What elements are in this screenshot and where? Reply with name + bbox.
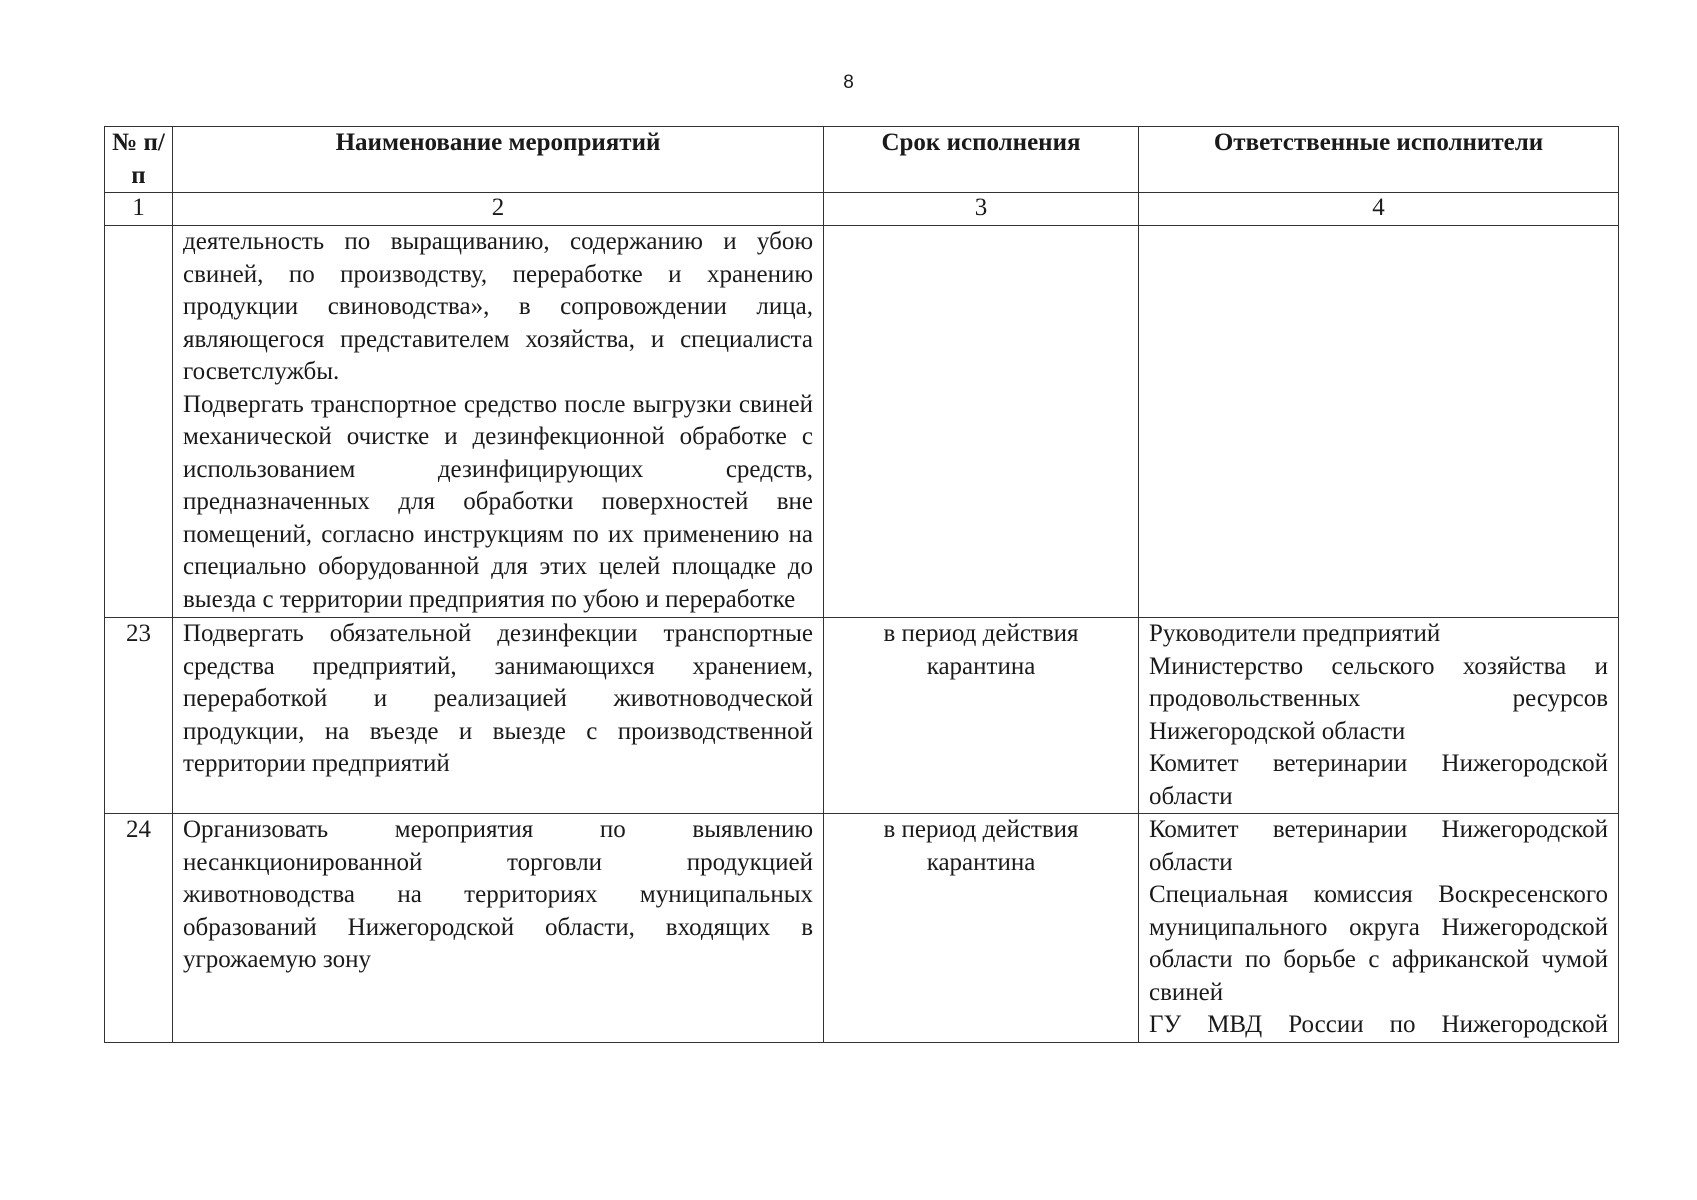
measure-paragraph: Организовать мероприятия по выявлению несанкционированной торговли продукцией животноводства на территориях муниципальных образований Нижегородской области, входящих в угрожаемую зону [183, 816, 813, 973]
column-index: 2 [173, 193, 824, 226]
table-row [105, 226, 1619, 618]
term-cell: в период действия карантина [824, 618, 1139, 814]
responsible-entry: Специальная комиссия Воскресенского муниципального округа Нижегородской области по борьбе с африканской чумой свиней [1149, 881, 1608, 1006]
measure-paragraph: Подвергать обязательной дезинфекции транспортные средства предприятий, занимающихся хранением, переработкой и реализацией животноводческой продукции, на въезде и выезде с производственной территории предприятий [183, 620, 813, 777]
page-number: 8 [843, 72, 854, 93]
table-row [105, 618, 1619, 814]
column-index: 4 [1139, 193, 1619, 226]
header-term: Срок исполнения [824, 127, 1139, 193]
responsible-entry: ГУ МВД России по Нижегородской [1149, 1011, 1608, 1038]
row-number: 23 [105, 618, 173, 814]
measure-paragraph: Подвергать транспортное средство после выгрузки свиней механической очистке и дезинфекционной обработке с использованием дезинфицирующих средств, предназначенных для обработки поверхностей вне помещений, согласно инструкциям по их применению на специально оборудованной для этих целей площадке до выезда с территории предприятия по убою и переработке [183, 390, 813, 613]
header-name: Наименование мероприятий [173, 127, 824, 193]
table-header-row [105, 127, 1619, 193]
responsible-cell [1139, 226, 1619, 618]
table-row [105, 814, 1619, 1043]
responsible-entry: Комитет ветеринарии Нижегородской области [1149, 750, 1608, 810]
measure-paragraph: деятельность по выращиванию, содержанию и убою свиней, по производству, переработке и хранению продукции свиноводства», в сопровождении лица, являющегося представителем хозяйства, и специалиста госветслужбы. [183, 228, 813, 385]
responsible-cell [1139, 814, 1619, 1043]
header-responsible: Ответственные исполнители [1139, 127, 1619, 193]
term-cell: в период действия карантина [824, 814, 1139, 1043]
row-number: 24 [105, 814, 173, 1043]
term-cell [824, 226, 1139, 618]
column-index: 3 [824, 193, 1139, 226]
row-number [105, 226, 173, 618]
responsible-entry: Министерство сельского хозяйства и продовольственных ресурсов Нижегородской области [1149, 652, 1608, 745]
header-num: № п/п [105, 127, 173, 193]
measure-name [173, 618, 824, 814]
column-index: 1 [105, 193, 173, 226]
measures-table [104, 126, 1619, 1043]
measure-name [173, 814, 824, 1043]
measure-name [173, 226, 824, 618]
column-index-row [105, 193, 1619, 226]
responsible-entry: Комитет ветеринарии Нижегородской области [1149, 816, 1608, 876]
responsible-cell [1139, 618, 1619, 814]
responsible-entry: Руководители предприятий [1149, 620, 1441, 647]
